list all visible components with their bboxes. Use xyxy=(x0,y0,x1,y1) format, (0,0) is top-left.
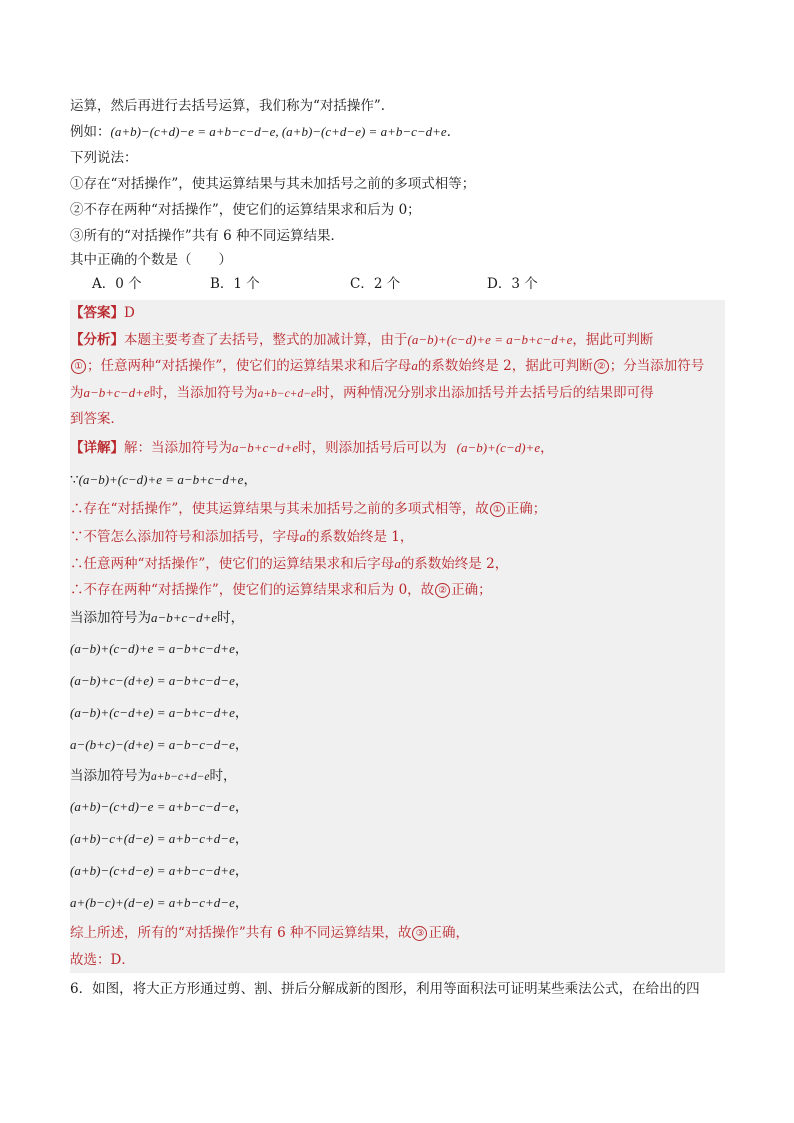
detail-text: ∵不管怎么添加符号和添加括号，字母 xyxy=(70,529,300,545)
analysis-text: 的系数始终是 2，据此可判断 xyxy=(417,358,593,374)
equation: (a−b)+(c−d)+e = a−b+c−d+e xyxy=(70,641,235,656)
analysis-tag: 【分析】 xyxy=(70,332,124,348)
circled-number: ③ xyxy=(412,926,427,941)
case1-line xyxy=(70,633,725,665)
analysis-text: 时，两种情况分别求出添加括号并去括号后的结果即可得 xyxy=(316,385,654,401)
answer-line xyxy=(70,300,725,326)
analysis-line-1 xyxy=(70,326,725,353)
case1-line xyxy=(70,697,725,729)
question-intro: 运算，然后再进行去括号运算，我们称为“对括操作”． xyxy=(70,98,395,114)
comma: ， xyxy=(234,641,249,657)
analysis-math: (a−b)+(c−d)+e = a−b+c−d+e xyxy=(407,332,573,347)
analysis-line-4: 到答案． xyxy=(70,411,124,427)
analysis-text: ，据此可判断 xyxy=(572,332,654,348)
comma: ， xyxy=(243,472,257,488)
circled-number: ① xyxy=(71,359,86,374)
analysis-text: 为 xyxy=(70,385,84,401)
detail-math: (a−b)+(c−d)+e xyxy=(456,440,541,455)
since-line-1 xyxy=(70,464,725,496)
statements-intro: 下列说法： xyxy=(70,150,138,166)
statement-3 xyxy=(70,226,725,246)
analysis-var: a xyxy=(411,358,418,373)
comma: ， xyxy=(234,863,249,879)
detail-text: 正确； xyxy=(451,582,492,598)
case1-math: a−b+c−d+e xyxy=(151,610,218,625)
detail-text: ∴不存在两种“对括操作”，使它们的运算结果求和后为 0，故 xyxy=(70,582,435,598)
comma: ， xyxy=(234,831,249,847)
case2-line xyxy=(70,855,725,887)
case2-line xyxy=(70,823,725,855)
detail-text: 正确， xyxy=(428,925,469,941)
option-b: B．1 个 xyxy=(210,276,260,292)
case1-heading xyxy=(70,603,725,633)
next-question: 6．如图，将大正方形通过剪、割、拼后分解成新的图形，利用等面积法可证明某些乘法公式，在给出的四 xyxy=(70,981,700,997)
equation: (a+b)−(c+d)−e = a+b−c−d−e xyxy=(70,799,235,814)
detail-text: ∴任意两种“对括操作”，使它们的运算结果求和后字母 xyxy=(70,556,395,572)
options-row xyxy=(70,274,725,294)
case2-heading xyxy=(70,761,725,791)
analysis-text: ；分当添加符号 xyxy=(609,358,705,374)
summary-line xyxy=(70,919,725,947)
detail-text: 的系数始终是 1， xyxy=(306,529,414,545)
analysis-line-2 xyxy=(70,353,725,379)
analysis-math: a−b+c−d+e xyxy=(83,385,150,400)
statement-text: 存在“对括操作”，使其运算结果与其未加括号之前的多项式相等； xyxy=(83,176,476,192)
detail-text: 解：当添加符号为 xyxy=(124,440,232,456)
equation: (a+b)−(c+d−e) = a+b−c−d+e xyxy=(70,863,235,878)
equation: a+(b−c)+(d−e) = a+b−c+d−e xyxy=(70,895,235,910)
statement-text: 所有的“对括操作”共有 6 种不同运算结果． xyxy=(83,228,344,244)
equation: (a+b)−c+(d−e) = a+b−c+d−e xyxy=(70,831,235,846)
example-end: ． xyxy=(446,124,461,140)
circled-number: ② xyxy=(594,359,609,374)
example-line xyxy=(70,122,725,142)
detail-text: ， xyxy=(540,440,554,456)
option-d: D．3 个 xyxy=(487,276,538,292)
detail-text: 时， xyxy=(209,768,237,784)
choose-line: 故选：D． xyxy=(70,952,135,968)
detail-text: 的系数始终是 2， xyxy=(400,556,509,572)
question-ask: 其中正确的个数是（ ） xyxy=(70,252,232,268)
detail-var: a xyxy=(299,529,306,544)
detail-text: 综上所述，所有的“对括操作”共有 6 种不同运算结果，故 xyxy=(70,925,412,941)
detail-text: 时，则添加括号后可以为 xyxy=(298,440,447,456)
therefore-line-3 xyxy=(70,577,725,603)
example-label: 例如： xyxy=(70,124,111,140)
detail-math: a−b+c−d+e xyxy=(232,440,299,455)
analysis-text: ；任意两种“对括操作”，使它们的运算结果求和后字母 xyxy=(87,358,412,374)
circled-number: ② xyxy=(435,583,450,598)
option-c: C．2 个 xyxy=(350,276,401,292)
case2-line xyxy=(70,791,725,823)
equation: (a−b)+(c−d+e) = a−b+c−d+e xyxy=(70,705,235,720)
comma: ， xyxy=(234,673,249,689)
analysis-text: 时，当添加符号为 xyxy=(149,385,258,401)
statement-number: ③ xyxy=(70,228,84,244)
therefore-line-2 xyxy=(70,550,725,577)
comma: ， xyxy=(234,705,249,721)
analysis-text: 本题主要考查了去括号，整式的加减计算，由于 xyxy=(124,332,408,348)
detail-text: 正确； xyxy=(505,501,547,517)
answer-block xyxy=(70,300,725,973)
therefore-line-1 xyxy=(70,496,725,523)
statement-2 xyxy=(70,200,725,220)
detail-text: 当添加符号为 xyxy=(70,610,151,626)
detail-text: ∴存在“对括操作”，使其运算结果与其未加括号之前的多项式相等，故 xyxy=(70,501,489,517)
answer-tag: 【答案】 xyxy=(70,305,124,321)
option-a: A．0 个 xyxy=(92,276,142,292)
analysis-line-3 xyxy=(70,379,725,406)
statement-number: ② xyxy=(70,202,84,218)
example-math: (a+b)−(c+d)−e = a+b−c−d−e, (a+b)−(c+d−e) = a+b−c−d+e xyxy=(110,124,447,139)
detail-text: 时， xyxy=(217,610,245,626)
since-math: (a−b)+(c−d)+e = a−b+c−d+e xyxy=(78,472,244,487)
analysis-math: a+b−c+d−e xyxy=(257,388,317,400)
comma: ， xyxy=(234,799,249,815)
statement-number: ① xyxy=(70,176,84,192)
equation: a−(b+c)−(d+e) = a−b−c−d−e xyxy=(70,737,235,752)
circled-number: ① xyxy=(490,502,505,517)
detail-text: 当添加符号为 xyxy=(70,768,151,784)
document-page xyxy=(70,96,725,999)
answer-value: D xyxy=(124,305,135,321)
detail-line-1 xyxy=(70,432,725,464)
detail-var: a xyxy=(394,556,401,571)
comma: ， xyxy=(234,737,249,753)
detail-tag: 【详解】 xyxy=(70,440,124,456)
equation: (a−b)+c−(d+e) = a−b+c−d−e xyxy=(70,673,235,688)
because-symbol: ∵ xyxy=(70,472,79,488)
case1-line xyxy=(70,729,725,761)
statement-1 xyxy=(70,174,725,194)
case1-line xyxy=(70,665,725,697)
since-line-2 xyxy=(70,523,725,550)
comma: ， xyxy=(234,895,249,911)
statement-text: 不存在两种“对括操作”，使它们的运算结果求和后为 0； xyxy=(83,202,421,218)
case2-math: a+b−c+d−e xyxy=(151,771,210,783)
case2-line xyxy=(70,887,725,919)
